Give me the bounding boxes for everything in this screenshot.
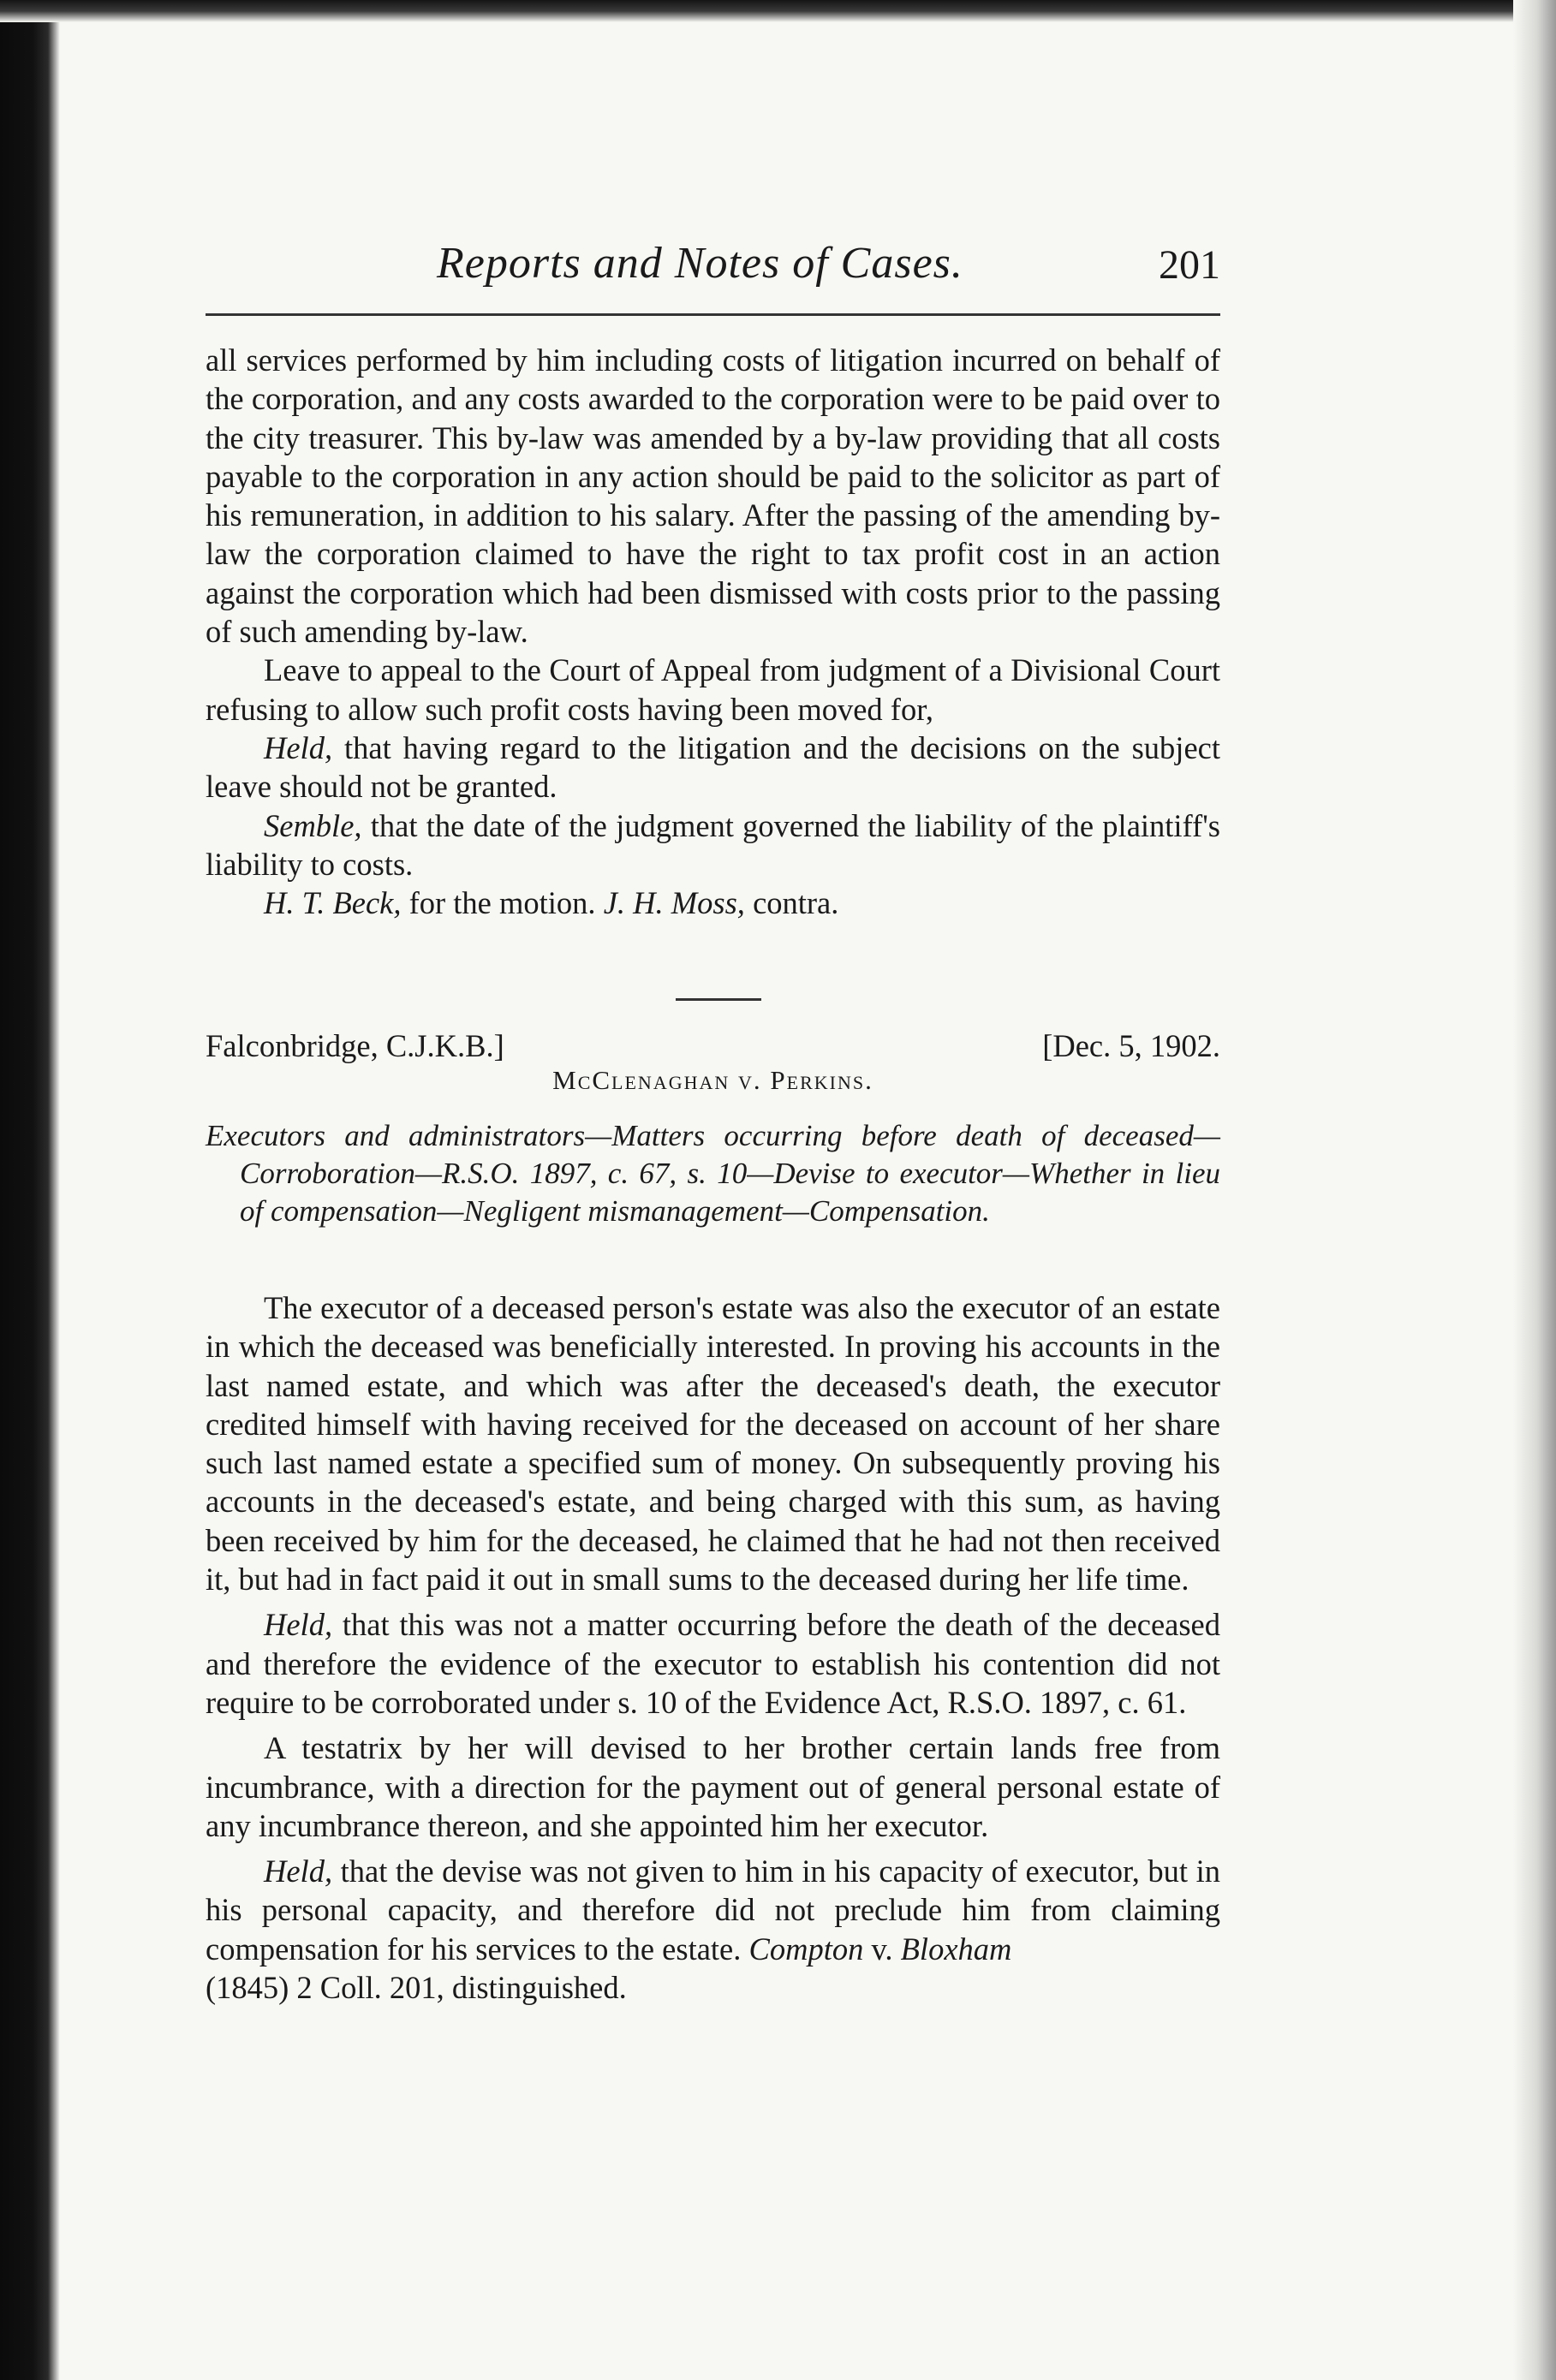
case-2-headnote: [206, 1117, 1220, 1230]
case-1-semble: [206, 806, 1220, 884]
headnote-text: Executors and administrators—Matters occurring before death of deceased—Corroboration—R.S.O. 1897, c. 67, s. 10—Devise to executor—Whether in lieu of compensation—Negligent mismanagement—Compensation.: [206, 1119, 1220, 1228]
case-1-counsel: [206, 884, 1220, 922]
case-2-body: [206, 1288, 1220, 2014]
counsel-1-text: for the motion.: [401, 885, 604, 921]
held-label: Held,: [264, 1853, 333, 1889]
semble-label: Semble,: [264, 807, 362, 843]
section-divider: [676, 998, 761, 1001]
page-header: [206, 238, 1220, 300]
counsel-2-name: J. H. Moss,: [603, 885, 745, 921]
case-1-body: [206, 341, 1220, 922]
case-2-court-line: [206, 1027, 1220, 1070]
case-2-title: McClenaghan v. Perkins.: [552, 1065, 873, 1095]
held-text: that having regard to the litigation and the decisions on the subject leave should not be granted.: [206, 729, 1220, 805]
running-head: Reports and Notes of Cases.: [437, 239, 963, 288]
case-2-paragraph-3: A testatrix by her will devised to her brother certain lands free from incumbrance, with a direction for the payment out of general personal estate of any incumbrance thereon, and she appointed him her executor.: [206, 1730, 1220, 1843]
counsel-2-text: contra.: [744, 885, 839, 921]
held-text: that the devise was not given to him in his capacity of executor, but in his personal capacity, and therefore did not preclude him from claiming compensation for his services to the estate.: [206, 1853, 1220, 1966]
page-number: 201: [1159, 242, 1220, 288]
case-1-paragraph-1: all services performed by him including costs of litigation incurred on behalf of the corporation, and any costs awarded to the corporation were to be paid over to the city treasurer. This by-law was amended by a by-law providing that all costs payable to the corporation in any action should be paid to the solicitor as part of his remuneration, in addition to his salary. After the passing of the amending by-law the corporation claimed to have the right to tax profit cost in an action against the corporation which had been dismissed with costs prior to the passing of such amending by-law.: [206, 342, 1220, 650]
scan-right-edge: [1513, 0, 1556, 2380]
semble-text: that the date of the judgment governed the liability of the plaintiff's liability to costs.: [206, 807, 1220, 882]
scan-left-edge: [0, 0, 60, 2380]
citation-party-2: Bloxham: [900, 1931, 1012, 1966]
scan-top-edge: [0, 0, 1556, 22]
case-2-judge: Falconbridge, C.J.K.B.]: [206, 1028, 504, 1063]
counsel-1-name: H. T. Beck,: [264, 885, 402, 921]
citation-versus: v.: [863, 1931, 901, 1966]
case-1-held: [206, 729, 1220, 806]
citation-reference: (1845) 2 Coll. 201, distinguished.: [206, 1970, 627, 2006]
case-2-date: [Dec. 5, 1902.: [1042, 1028, 1220, 1063]
case-2-held-1: [206, 1605, 1220, 1722]
case-1-paragraph-2: Leave to appeal to the Court of Appeal from judgment of a Divisional Court refusing to allow such profit costs having been moved for,: [206, 652, 1220, 727]
held-label: Held,: [264, 729, 333, 765]
case-2-held-2: [206, 1852, 1220, 2007]
held-text: that this was not a matter occurring before the death of the deceased and therefore the evidence of the executor to establish his contention did not require to be corroborated under s. 10 of the Evidence Act, R.S.O. 1897, c. 61.: [206, 1607, 1220, 1720]
held-label: Held,: [264, 1607, 333, 1643]
citation-party-1: Compton: [748, 1931, 864, 1966]
header-rule: [206, 313, 1220, 316]
case-2-paragraph-1: The executor of a deceased person's estate was also the executor of an estate in which the deceased was beneficially interested. In proving his accounts in the last named estate, and which was after the deceased's death, the executor credited himself with having received for the deceased on account of her share such last named estate a specified sum of money. On subsequently proving his accounts in the deceased's estate, and being charged with this sum, as having been received by him for the deceased, he claimed that he had not then received it, but had in fact paid it out in small sums to the deceased during her life time.: [206, 1290, 1220, 1598]
